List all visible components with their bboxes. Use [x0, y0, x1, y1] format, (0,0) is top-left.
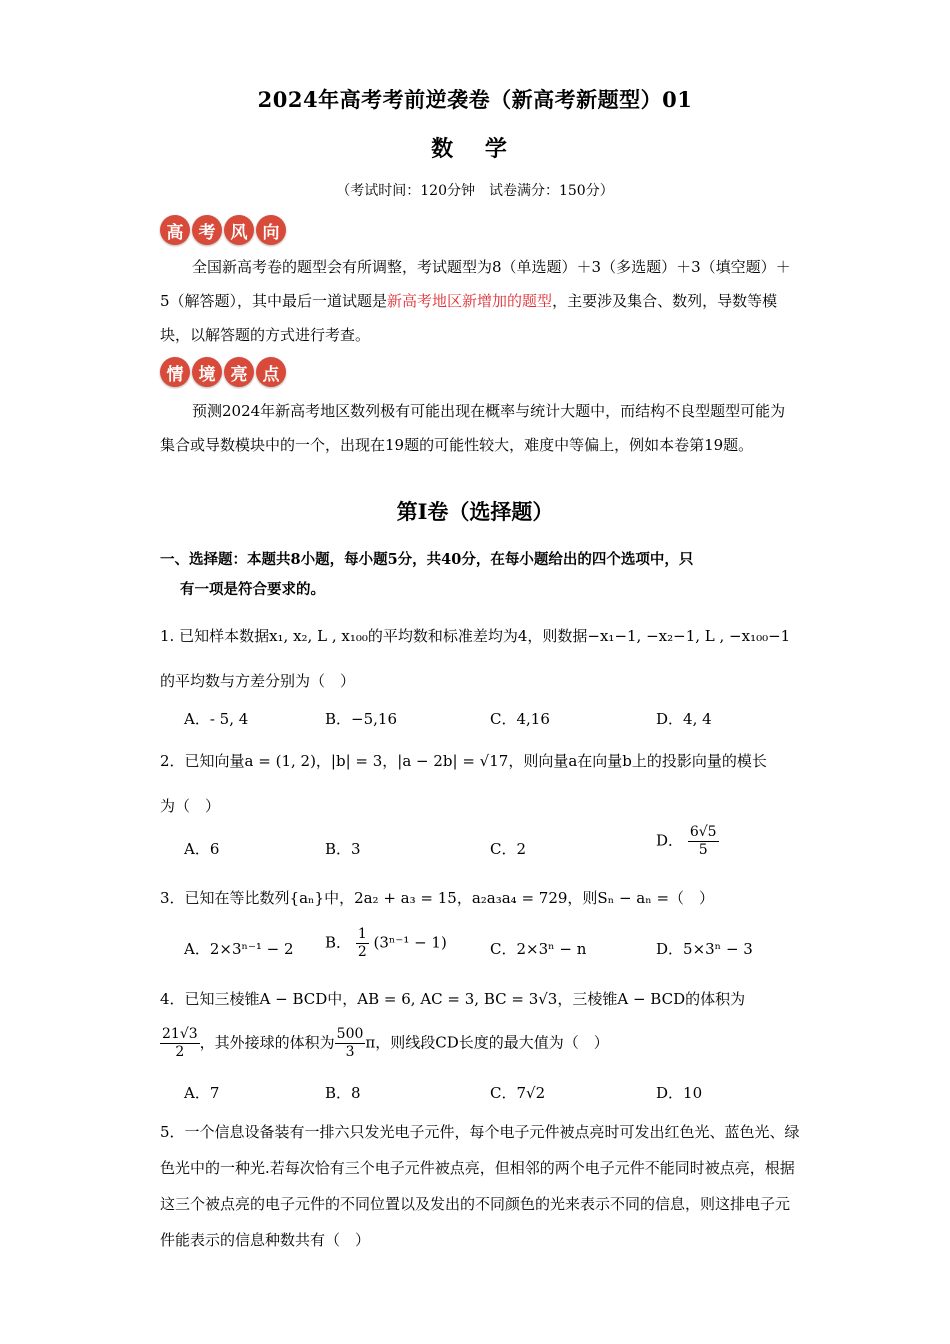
part-heading-line1: 一、选择题：本题共8小题，每小题5分，共40分，在每小题给出的四个选项中，只 [160, 551, 694, 568]
badge-char: 向 [256, 215, 286, 245]
option-d-fraction: $\frac{6√5}{5}$ [689, 824, 717, 858]
option-c: C．2×3ⁿ − n [490, 940, 587, 958]
option-a: A．7 [184, 1084, 220, 1102]
badge-char: 亮 [224, 357, 254, 387]
question-4-line1: 4．已知三棱锥A − BCD中，AB = 6, AC = 3, BC = 3√3，三棱锥A − BCD的体积为 [160, 990, 746, 1008]
trend-badge [160, 215, 286, 247]
highlight-badge [160, 357, 286, 389]
document-title: 2024年高考考前逆袭卷（新高考新题型）01 [257, 87, 693, 112]
trend-paragraph [160, 250, 800, 352]
option-d: D．5×3ⁿ − 3 [656, 940, 753, 958]
option-b-fraction: $\frac{1}{2}$ [357, 926, 367, 960]
option-d: D．4, 4 [656, 710, 712, 728]
option-a: A．- 5, 4 [184, 710, 249, 728]
part-heading [160, 545, 800, 605]
option-c: C．2 [490, 840, 527, 858]
question-5-text: 5．一个信息设备装有一排六只发光电子元件，每个电子元件被点亮时可发出红色光、蓝色光、绿色光中的一种光.若每次恰有三个电子元件被点亮，但相邻的两个电子元件不能同时被点亮，根据这三个被点亮的电子元件的不同位置以及发出的不同颜色的光来表示不同的信息，则这排电子元件能表示的信息种数共有（ ） [160, 1123, 800, 1249]
exam-info: （考试时间：120分钟 试卷满分：150分） [336, 183, 614, 199]
option-b: B．−5,16 [325, 710, 397, 728]
badge-char: 点 [256, 357, 286, 387]
option-c: C．4,16 [490, 710, 550, 728]
question-1-line2: 的平均数与方差分别为（ ） [160, 672, 356, 690]
part-heading-line2: 有一项是符合要求的。 [180, 581, 325, 598]
question-2-line1: 2．已知向量a = (1, 2)，|b| = 3，|a − 2b| = √17，则向量a在向量b上的投影向量的模长 [160, 752, 767, 770]
option-d: D．10 [656, 1084, 703, 1102]
volume-fraction: $\frac{21√3}{2}$ [162, 1026, 198, 1060]
badge-char: 高 [160, 215, 190, 245]
badge-char: 情 [160, 357, 190, 387]
question-2-line2: 为（ ） [160, 797, 221, 815]
trend-text-highlight: 新高考地区新增加的题型 [387, 292, 553, 310]
option-b: B． $\frac{1}{2}$ (3ⁿ⁻¹ − 1) [325, 926, 447, 960]
option-a: A．2×3ⁿ⁻¹ − 2 [184, 940, 294, 958]
trend-text-b: ，主要涉及集合、数列，导数等模块，以解答题的方式进行考查。 [160, 292, 778, 344]
question-4-line2: $\frac{21√3}{2}$ ，其外接球的体积为 $\frac{500}{3}$ π，则线段CD长度的最大值为（ ） [162, 1026, 609, 1060]
option-a: A．6 [184, 840, 220, 858]
sphere-volume-fraction: $\frac{500}{3}$ [336, 1026, 364, 1060]
question-1-line1: 1. 已知样本数据x₁, x₂, L , x₁₀₀的平均数和标准差均为4，则数据−x₁−1, −x₂−1, L , −x₁₀₀−1 [160, 627, 791, 645]
trend-text-a: 全国新高考卷的题型会有所调整，考试题型为8（单选题）＋3（多选题）＋3（填空题）＋5（解答题），其中最后一道试题是 [160, 258, 791, 310]
option-d: D． $\frac{6√5}{5}$ [656, 824, 717, 858]
question-3-line1: 3．已知在等比数列{aₙ}中，2a₂ + a₃ = 15，a₂a₃a₄ = 729，则Sₙ − aₙ =（ ） [160, 889, 715, 907]
badge-char: 风 [224, 215, 254, 245]
option-b: B．8 [325, 1084, 361, 1102]
badge-char: 境 [192, 357, 222, 387]
subject-heading: 数 学 [431, 136, 519, 162]
option-b: B．3 [325, 840, 361, 858]
badge-char: 考 [192, 215, 222, 245]
section-title: 第I卷（选择题） [396, 499, 554, 524]
highlight-paragraph: 预测2024年新高考地区数列极有可能出现在概率与统计大题中，而结构不良型题型可能为集合或导数模块中的一个，出现在19题的可能性较大，难度中等偏上，例如本卷第19题。 [160, 402, 786, 454]
option-c: C．7√2 [490, 1084, 546, 1102]
